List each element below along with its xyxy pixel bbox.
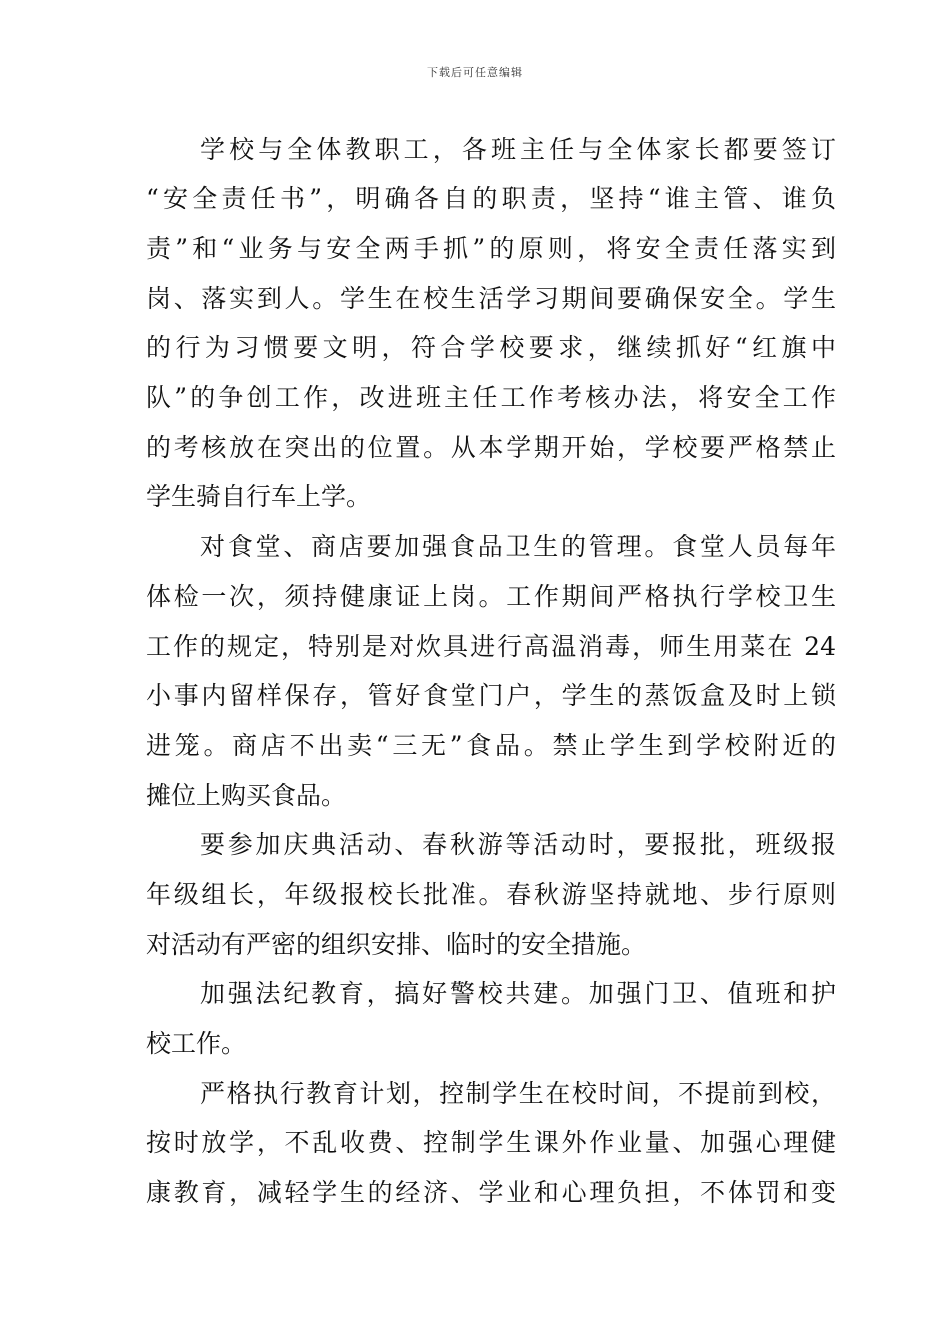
text-line: 对活动有严密的组织安排、临时的安全措施。	[146, 930, 647, 959]
text-line: 的行为习惯要文明，符合学校要求，继续抓好“红旗中	[146, 333, 836, 362]
text-line: 要参加庆典活动、春秋游等活动时，要报批，班级报	[200, 830, 836, 859]
text-line: 小事内留样保存，管好食堂门户，学生的蒸饭盒及时上锁	[146, 681, 836, 710]
text-line: 责”和“业务与安全两手抓”的原则，将安全责任落实到	[146, 234, 836, 263]
text-line: 队”的争创工作，改进班主任工作考核办法，将安全工作	[146, 383, 836, 412]
page-header: 下载后可任意编辑	[427, 66, 523, 79]
text-line: 岗、落实到人。学生在校生活学习期间要确保安全。学生	[146, 284, 836, 313]
text-line: 摊位上购买食品。	[146, 781, 347, 810]
text-line: 工作的规定，特别是对炊具进行高温消毒，师生用菜在 24	[146, 632, 836, 661]
text-line: “安全责任书”，明确各自的职责，坚持“谁主管、谁负	[146, 184, 836, 213]
text-line: 学校与全体教职工，各班主任与全体家长都要签订	[200, 135, 836, 164]
text-line: 严格执行教育计划，控制学生在校时间，不提前到校，	[200, 1079, 836, 1108]
text-line: 对食堂、商店要加强食品卫生的管理。食堂人员每年	[200, 532, 836, 561]
text-line: 进笼。商店不出卖“三无”食品。禁止学生到学校附近的	[146, 731, 836, 760]
text-line: 学生骑自行车上学。	[146, 482, 372, 511]
text-line: 的考核放在突出的位置。从本学期开始，学校要严格禁止	[146, 433, 836, 462]
text-line: 校工作。	[146, 1029, 247, 1058]
text-line: 年级组长，年级报校长批准。春秋游坚持就地、步行原则	[146, 880, 836, 909]
text-line: 按时放学，不乱收费、控制学生课外作业量、加强心理健	[146, 1128, 836, 1157]
text-line: 加强法纪教育，搞好警校共建。加强门卫、值班和护	[200, 979, 836, 1008]
text-line: 体检一次，须持健康证上岗。工作期间严格执行学校卫生	[146, 582, 836, 611]
text-line: 康教育，减轻学生的经济、学业和心理负担，不体罚和变	[146, 1178, 836, 1207]
